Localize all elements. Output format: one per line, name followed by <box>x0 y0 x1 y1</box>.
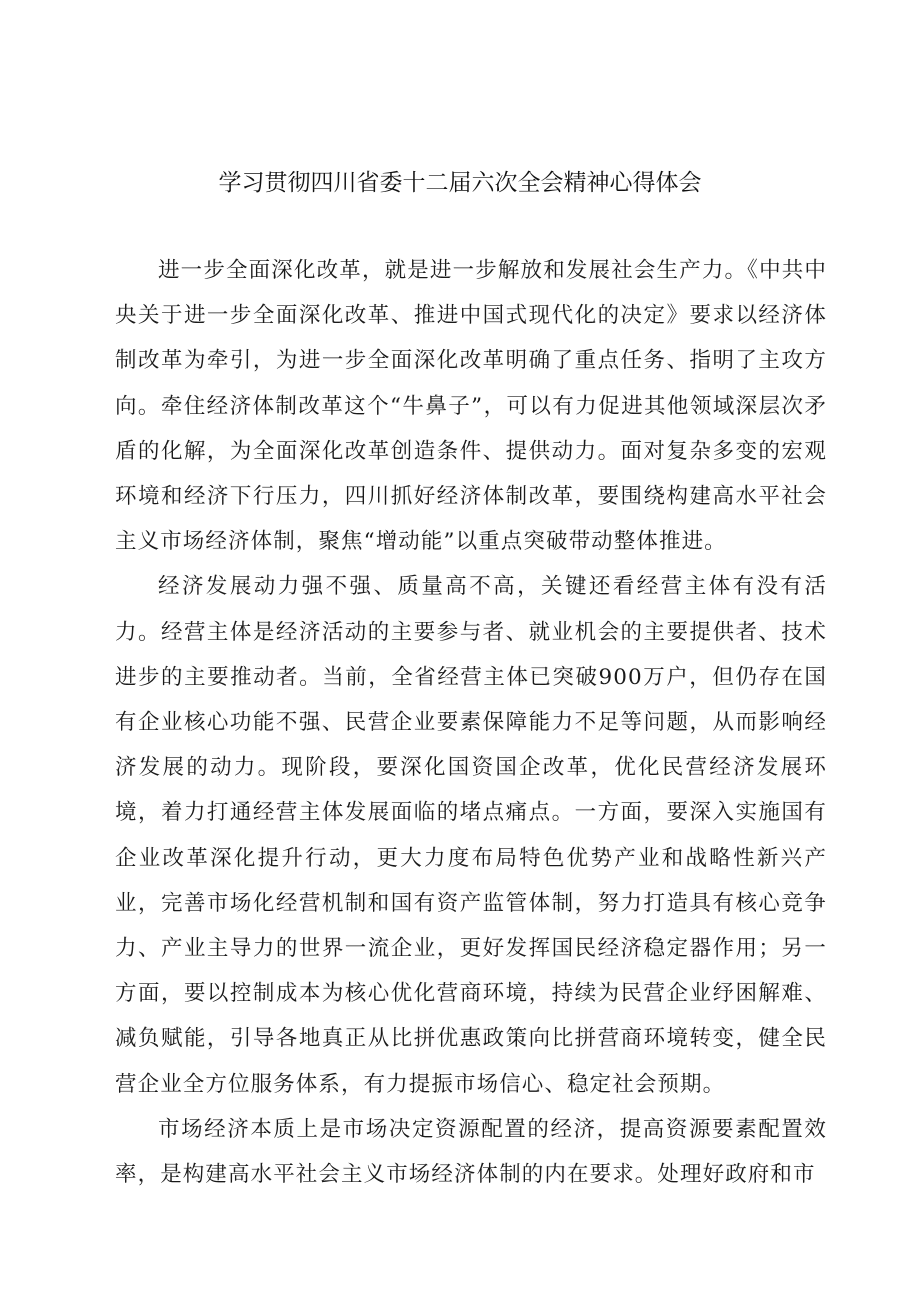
paragraph-1: 进一步全面深化改革，就是进一步解放和发展社会生产力。《中共中央关于进一步全面深化改革、推进中国式现代化的决定》要求以经济体制改革为牵引，为进一步全面深化改革明确了重点任务、指明了主攻方向。牵住经济体制改革这个“牛鼻子”，可以有力促进其他领域深层次矛盾的化解，为全面深化改革创造条件、提供动力。面对复杂多变的宏观环境和经济下行压力，四川抓好经济体制改革，要围绕构建高水平社会主义市场经济体制，聚焦“增动能”以重点突破带动整体推进。 <box>115 258 827 555</box>
paragraph-3: 市场经济本质上是市场决定资源配置的经济，提高资源要素配置效率，是构建高水平社会主义市场经济体制的内在要求。处理好政府和市 <box>115 1116 827 1188</box>
paragraph-2: 经济发展动力强不强、质量高不高，关键还看经营主体有没有活力。经营主体是经济活动的主要参与者、就业机会的主要提供者、技术进步的主要推动者。当前，全省经营主体已突破900万户，但仍存在国有企业核心功能不强、民营企业要素保障能力不足等问题，从而影响经济发展的动力。现阶段，要深化国资国企改革，优化民营经济发展环境，着力打通经营主体发展面临的堵点痛点。一方面，要深入实施国有企业改革深化提升行动，更大力度布局特色优势产业和战略性新兴产业，完善市场化经营机制和国有资产监管体制，努力打造具有核心竞争力、产业主导力的世界一流企业，更好发挥国民经济稳定器作用；另一方面，要以控制成本为核心优化营商环境，持续为民营企业纾困解难、减负赋能，引导各地真正从比拼优惠政策向比拼营商环境转变，健全民营企业全方位服务体系，有力提振市场信心、稳定社会预期。 <box>115 574 827 1097</box>
document-body <box>115 248 827 1197</box>
document-title: 学习贯彻四川省委十二届六次全会精神心得体会 <box>218 170 702 196</box>
